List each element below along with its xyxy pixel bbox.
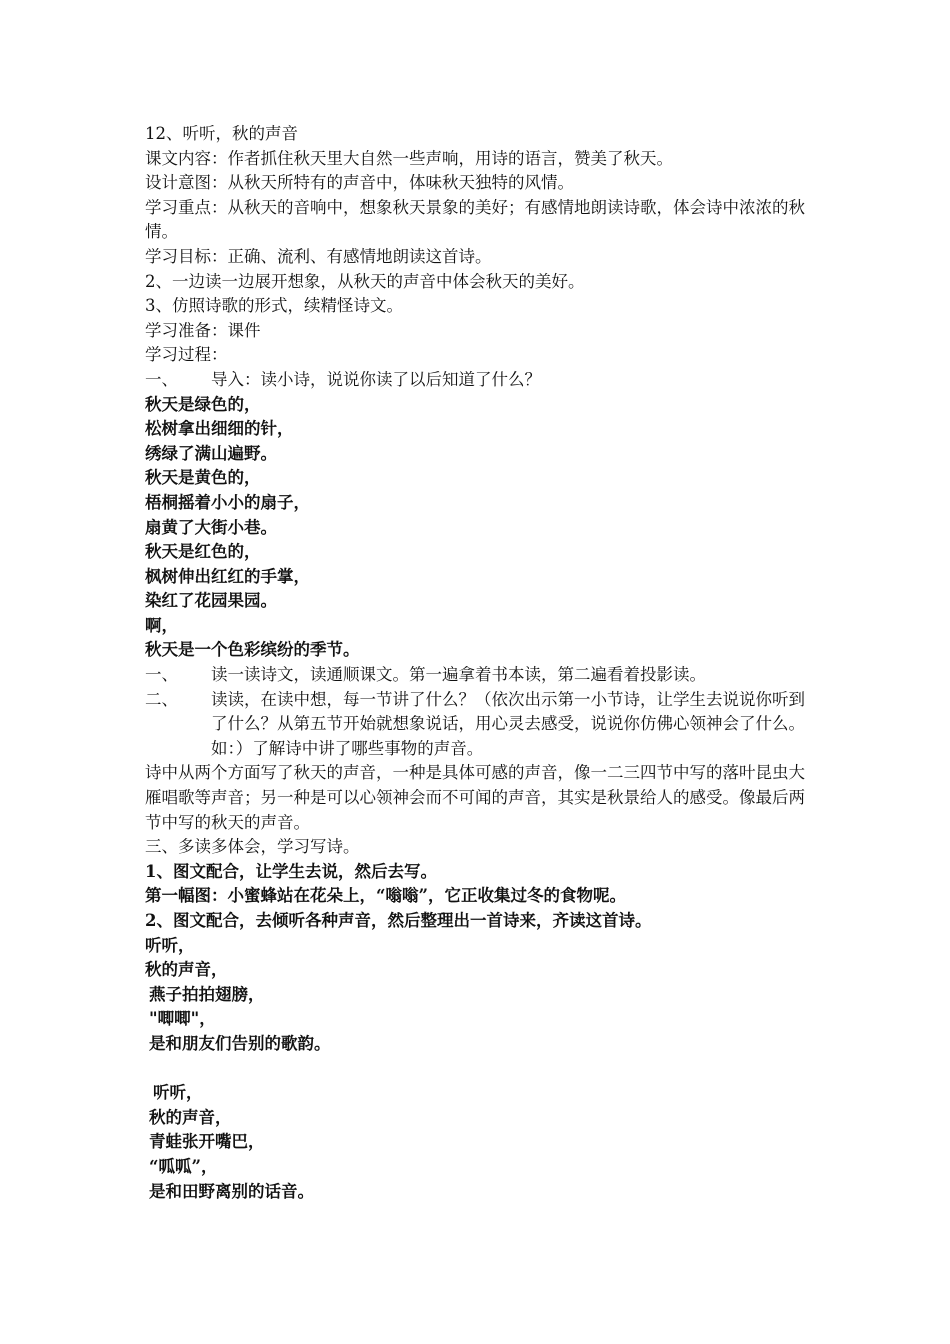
lesson-title: 12、听听，秋的声音: [145, 124, 298, 143]
poem-line: 秋天是红色的，: [145, 542, 261, 562]
poem-line: 秋天是绿色的，: [145, 394, 261, 414]
poem-line: 秋天是黄色的，: [145, 468, 261, 488]
learning-goal-3: 3、仿照诗歌的形式，续精怪诗文。: [145, 296, 403, 316]
poem-line: 啊，: [145, 615, 178, 635]
poem-line: 绣绿了满山遍野。: [145, 443, 277, 463]
stanza-gap: [145, 1057, 813, 1082]
step-text: 读读，在读中想，每一节讲了什么？（依次出示第一小节诗，让学生去说说你听到了什么？从第五节开始就想象说话，用心灵去感受，说说你仿佛心领神会了什么。如：）了解诗中讲了哪些事物的声音。: [211, 689, 805, 758]
color-poem: [145, 393, 813, 664]
document-body: [145, 122, 813, 1204]
poem-line: 秋的声音，: [145, 960, 228, 980]
design-intent: 设计意图：从秋天所特有的声音中，体味秋天独特的风情。: [145, 173, 574, 193]
learning-goal-1: 学习目标：正确、流利、有感情地朗读这首诗。: [145, 246, 492, 266]
poem-line: 是和田野离别的话音。: [149, 1181, 314, 1201]
step-text: 读一读诗文，读通顺课文。第一遍拿着书本读，第二遍看着投影读。: [211, 665, 706, 685]
learning-process: 学习过程：: [145, 345, 228, 365]
step-number: 一、: [145, 665, 178, 685]
poem-line: 听听，: [153, 1083, 203, 1103]
poem-line: 染红了花园果园。: [145, 591, 277, 611]
poem-line: 枫树伸出红红的手掌，: [145, 566, 310, 586]
step-write: 三、多读多体会，学习写诗。: [145, 837, 360, 857]
step-read: [145, 663, 813, 688]
picture-1: 第一幅图：小蜜蜂站在花朵上，“嗡嗡”，它正收集过冬的食物呢。: [145, 886, 626, 906]
step-number: 二、: [145, 689, 178, 709]
step-intro: [145, 368, 813, 393]
task-2: 2、图文配合，去倾听各种声音，然后整理出一首诗来，齐读这首诗。: [145, 911, 652, 930]
poem-line: 秋的声音，: [149, 1107, 232, 1127]
sound-poem-stanza-1: [145, 934, 813, 1057]
poem-line: “呱呱”，: [149, 1156, 218, 1176]
poem-line: "唧唧"，: [149, 1009, 216, 1029]
poem-line: 秋天是一个色彩缤纷的季节。: [145, 640, 360, 660]
step-number: 一、: [145, 369, 178, 389]
step-text: 导入：读小诗，说说你读了以后知道了什么？: [211, 369, 541, 389]
lesson-content: 课文内容：作者抓住秋天里大自然一些声响，用诗的语言，赞美了秋天。: [145, 148, 673, 168]
poem-line: 听听，: [145, 935, 195, 955]
poem-line: 青蛙张开嘴巴，: [149, 1132, 265, 1152]
poem-line: 扇黄了大街小巷。: [145, 517, 277, 537]
poem-line: 松树拿出细细的针，: [145, 419, 294, 439]
explanation: 诗中从两个方面写了秋天的声音，一种是具体可感的声音，像一二三四节中写的落叶昆虫大雁唱歌等声音；另一种是可以心领神会而不可闻的声音，其实是秋景给人的感受。像最后两节中写的秋天的声音。: [145, 763, 805, 832]
sound-poem-stanza-2: [145, 1081, 813, 1204]
task-1: 1、图文配合，让学生去说，然后去写。: [145, 861, 437, 881]
poem-line: 梧桐摇着小小的扇子，: [145, 492, 310, 512]
learning-prep: 学习准备：课件: [145, 320, 261, 340]
poem-line: 是和朋友们告别的歌韵。: [149, 1033, 331, 1053]
poem-line: 燕子拍拍翅膀，: [149, 984, 265, 1004]
step-think: [145, 688, 813, 762]
learning-focus: 学习重点：从秋天的音响中，想象秋天景象的美好；有感情地朗读诗歌，体会诗中浓浓的秋情。: [145, 197, 805, 242]
learning-goal-2: 2、一边读一边展开想象，从秋天的声音中体会秋天的美好。: [145, 271, 585, 291]
